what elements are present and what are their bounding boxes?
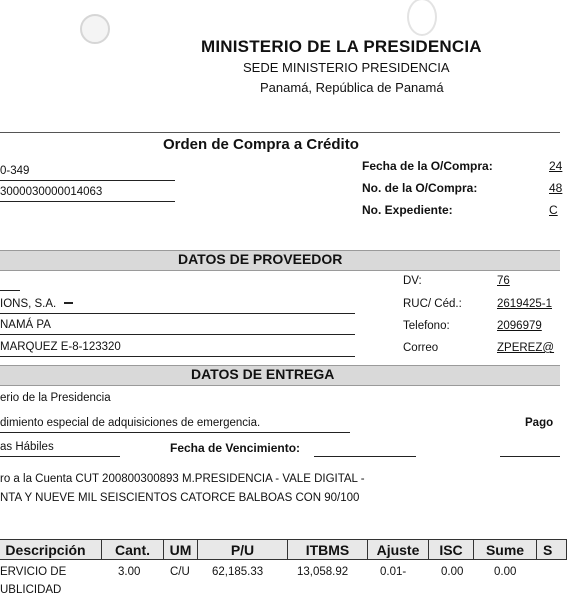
row-descripcion-line1: ERVICIO DE — [0, 566, 67, 578]
ruc-value: 2619425-1 — [497, 298, 552, 310]
col-header-ajuste: Ajuste — [368, 539, 429, 560]
entrega-line4: ro a la Cuenta CUT 200800300893 M.PRESIDENCIA - VALE DIGITAL - — [0, 473, 365, 485]
col-header-itbms: ITBMS — [288, 539, 368, 560]
row-descripcion-line2: UBLICIDAD — [0, 584, 62, 596]
pago-label: Pago — [525, 417, 554, 429]
row-pu: 62,185.33 — [212, 566, 264, 578]
fecha-value: 24 — [549, 159, 563, 173]
expediente-value: C — [549, 203, 558, 217]
row-cant: 3.00 — [118, 566, 141, 578]
entrega-band-title: DATOS DE ENTREGA — [191, 366, 335, 382]
fecha-label: Fecha de la O/Compra: — [362, 159, 493, 173]
order-left-line1: 0-349 — [0, 165, 30, 177]
punch-hole-left — [80, 14, 110, 44]
correo-label: Correo — [403, 342, 439, 354]
telefono-label: Telefono: — [403, 320, 450, 332]
dv-value: 76 — [497, 275, 510, 287]
col-header-cant: Cant. — [102, 539, 164, 560]
entrega-underline2 — [0, 432, 350, 433]
col-header-isc: ISC — [429, 539, 474, 560]
numero-label: No. de la O/Compra: — [362, 181, 478, 195]
col-header-pu: P/U — [198, 539, 288, 560]
numero-value: 48 — [549, 181, 563, 195]
proveedor-line4: MARQUEZ E-8-123320 — [0, 341, 121, 353]
col-header-sume: Sume — [474, 539, 537, 560]
col-header-um: UM — [164, 539, 198, 560]
ministry-title: MINISTERIO DE LA PRESIDENCIA — [201, 37, 482, 56]
punch-hole-right — [407, 0, 437, 36]
col-header-descripcion: Descripción — [0, 539, 102, 560]
proveedor-underline1 — [0, 290, 20, 291]
vencimiento-label: Fecha de Vencimiento: — [170, 441, 301, 455]
expediente-label: No. Expediente: — [362, 203, 453, 217]
ruc-label: RUC/ Céd.: — [403, 298, 462, 310]
order-left-line2: 3000030000014063 — [0, 186, 103, 198]
entrega-line5: NTA Y NUEVE MIL SEISCIENTOS CATORCE BALBOAS CON 90/100 — [0, 492, 360, 504]
telefono-value: 2096979 — [497, 320, 542, 332]
order-left-underline1 — [0, 180, 175, 181]
proveedor-underline2 — [0, 313, 355, 314]
location-subtitle: Panamá, República de Panamá — [260, 80, 444, 95]
correo-value: ZPEREZ@ — [497, 342, 555, 354]
proveedor-underline4 — [0, 356, 355, 357]
row-ajuste: 0.01- — [380, 566, 407, 578]
proveedor-band-title: DATOS DE PROVEEDOR — [178, 251, 343, 267]
row-um: C/U — [170, 566, 190, 578]
vencimiento-underline — [314, 456, 416, 457]
row-isc: 0.00 — [441, 566, 464, 578]
entrega-line1: erio de la Presidencia — [0, 392, 111, 404]
proveedor-line2: IONS, S.A. — [0, 298, 57, 310]
row-itbms: 13,058.92 — [297, 566, 349, 578]
entrega-line3: as Hábiles — [0, 441, 54, 453]
row-sume: 0.00 — [494, 566, 517, 578]
col-header-s: S — [537, 539, 567, 560]
right-underline — [500, 456, 560, 457]
order-title: Orden de Compra a Crédito — [163, 136, 359, 153]
order-left-underline2 — [0, 201, 175, 202]
ink-mark — [64, 302, 73, 304]
entrega-underline3 — [0, 456, 120, 457]
proveedor-line3: NAMÁ PA — [0, 319, 51, 331]
top-rule — [0, 132, 560, 133]
entrega-line2: dimiento especial de adquisiciones de emergencia. — [0, 417, 261, 429]
dv-label: DV: — [403, 275, 422, 287]
proveedor-underline3 — [0, 334, 355, 335]
sede-subtitle: SEDE MINISTERIO PRESIDENCIA — [243, 60, 450, 75]
